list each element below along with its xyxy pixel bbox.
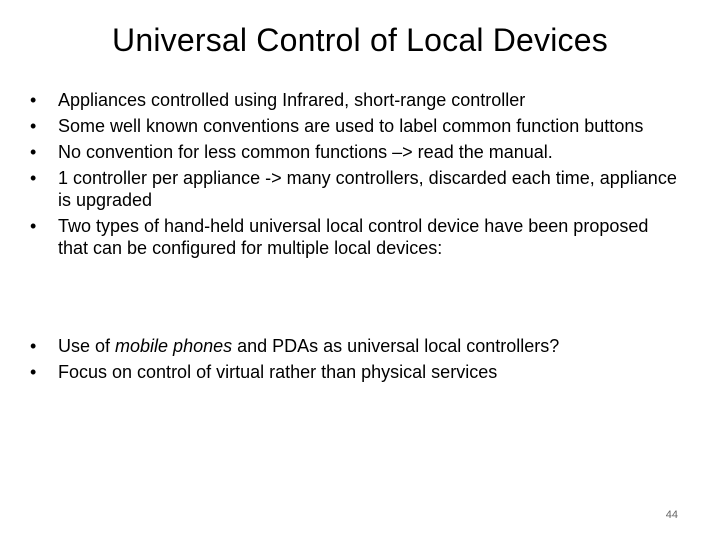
bullet-item [28, 361, 678, 383]
bullet-text: Focus on control of virtual rather than physical services [58, 362, 498, 382]
bullet-icon: • [30, 116, 37, 136]
bullet-icon: • [30, 216, 37, 236]
bullet-item [28, 167, 678, 211]
bullet-text-part: Use of [58, 336, 116, 356]
slide-title: Universal Control of Local Devices [112, 22, 608, 58]
bullet-text: Two types of hand-held universal local control device have been proposed that can be configured for multiple local devices: [58, 216, 649, 258]
bullet-list-secondary [28, 335, 678, 387]
bullet-item [28, 141, 678, 163]
bullet-icon: • [30, 336, 37, 356]
bullet-icon: • [30, 90, 37, 110]
bullet-icon: • [30, 362, 37, 382]
bullet-item [28, 89, 678, 111]
bullet-text-part: and PDAs as universal local controllers? [232, 336, 560, 356]
bullet-text: Appliances controlled using Infrared, short-range controller [58, 90, 526, 110]
bullet-item [28, 115, 678, 137]
bullet-text-emphasis: mobile phones [115, 336, 233, 356]
bullet-text [58, 336, 559, 356]
page-number: 44 [665, 509, 678, 521]
bullet-item [28, 215, 678, 259]
bullet-icon: • [30, 142, 37, 162]
bullet-list [28, 89, 678, 263]
bullet-icon: • [30, 168, 37, 188]
bullet-text: 1 controller per appliance -> many controllers, discarded each time, appliance is upgraded [58, 168, 677, 210]
bullet-item [28, 335, 678, 357]
bullet-text: No convention for less common functions –> read the manual. [58, 142, 553, 162]
bullet-text: Some well known conventions are used to label common function buttons [58, 116, 644, 136]
